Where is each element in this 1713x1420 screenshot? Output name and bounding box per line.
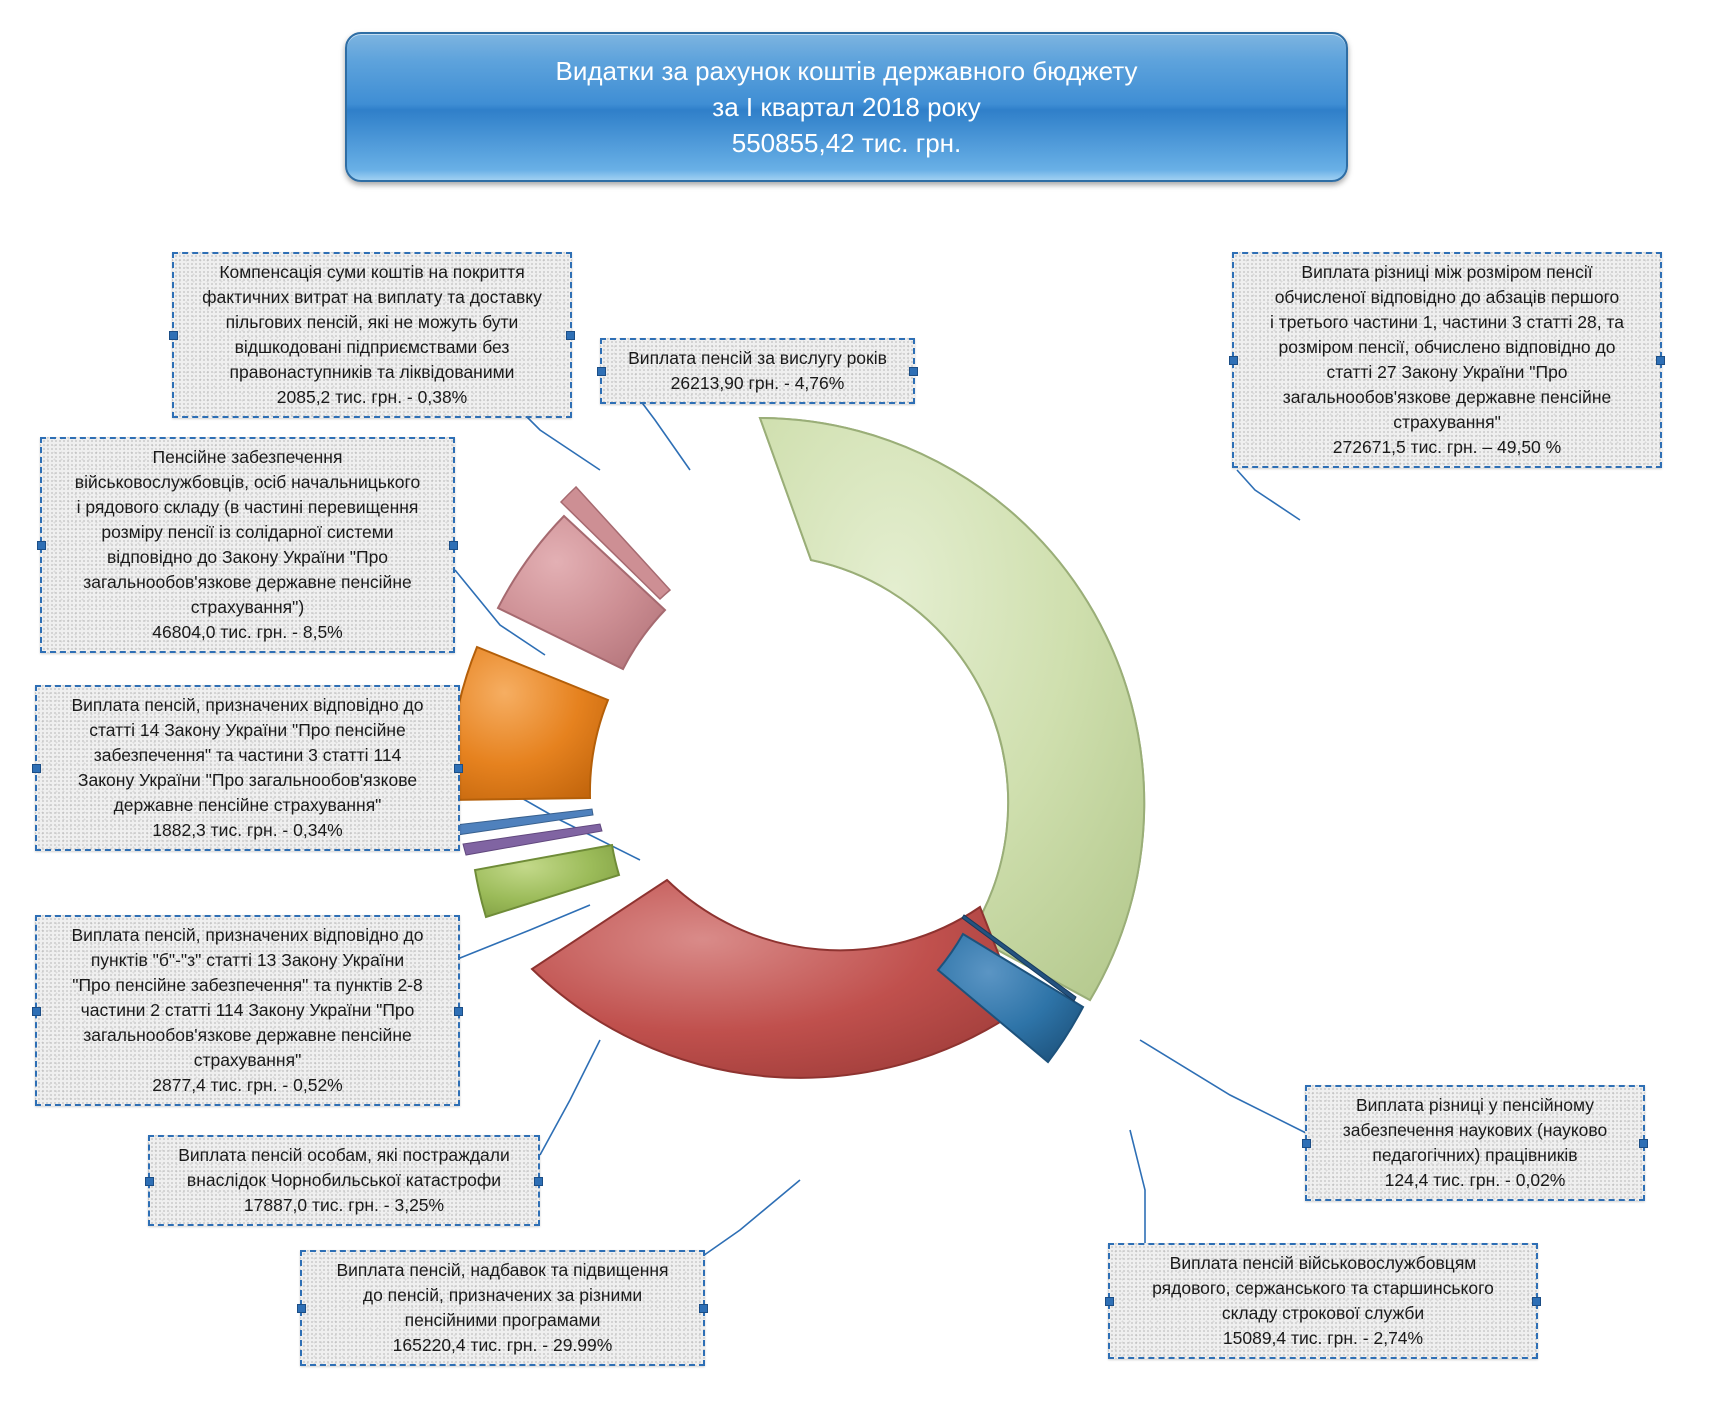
callout-line: пенсійними програмами — [404, 1310, 601, 1330]
callout-line: до пенсій, призначених за різними — [362, 1285, 643, 1305]
chart-title-line-2: за I квартал 2018 року — [712, 92, 981, 122]
callout-compensation — [172, 252, 572, 418]
pie-slice-compensation — [561, 487, 670, 599]
pie-slice-green-body — [760, 418, 1144, 1000]
callout-line: Виплата пенсій, призначених відповідно до — [71, 695, 424, 715]
callout-line: загальнообов'язкове державне пенсійне — [1282, 387, 1612, 407]
callout-value: 26213,90 грн. - 4,76% — [670, 373, 845, 393]
callout-line: і третього частини 1, частини 3 статті 28, та — [1270, 312, 1624, 332]
callout-line: правонаступників та ліквідованими — [229, 362, 515, 382]
callout-line: відповідно до Закону України "Про — [106, 547, 389, 567]
callout-line: державне пенсійне страхування" — [113, 795, 382, 815]
callout-line: внаслідок Чорнобильської катастрофи — [186, 1170, 502, 1190]
callout-line: і рядового складу (в частині перевищення — [76, 497, 419, 517]
pie-slice-strokova-sluzhba — [938, 934, 1083, 1062]
callout-naukovi — [1305, 1085, 1645, 1201]
callout-riznytsia-28-27 — [1232, 252, 1662, 468]
pie-slice-stattia-14 — [455, 809, 593, 835]
callout-line: статті 27 Закону України "Про — [1326, 362, 1568, 382]
pie-slice-chornobyl — [475, 845, 619, 917]
callout-line: розміру пенсії із солідарної системи — [101, 522, 394, 542]
callout-line: Пенсійне забезпечення — [152, 447, 343, 467]
callout-line: пільгових пенсій, які не можуть бути — [225, 312, 519, 332]
callout-line: Виплата пенсій, призначених відповідно до — [71, 925, 424, 945]
callout-value: 2085,2 тис. грн. - 0,38% — [276, 387, 468, 407]
pie-slice-viyskovosluzhbovtsi — [449, 647, 608, 800]
pie-slice-riznytsia-28-27 — [760, 418, 1144, 1000]
callout-line: статті 14 Закону України "Про пенсійне — [89, 720, 406, 740]
callout-line: загальнообов'язкове державне пенсійне — [83, 1025, 412, 1045]
callout-value: 15089,4 тис. грн. - 2,74% — [1222, 1328, 1424, 1348]
callout-line: педагогічних) працівників — [1372, 1145, 1578, 1165]
pie-slice-nadbavky — [532, 880, 1020, 1078]
callout-line: пунктів "б"-"з" статті 13 Закону України — [90, 950, 405, 970]
callout-line: Виплата пенсій за вислугу років — [628, 348, 887, 368]
callout-line: страхування") — [190, 597, 305, 617]
callout-line: рядового, сержанського та старшинського — [1152, 1278, 1494, 1298]
callout-punkty-b-z — [35, 915, 460, 1106]
callout-value: 17887,0 тис. грн. - 3,25% — [243, 1195, 445, 1215]
callout-value: 2877,4 тис. грн. - 0,52% — [152, 1075, 343, 1095]
pie-slice-punkty-b-z — [463, 824, 602, 855]
callout-value: 1882,3 тис. грн. - 0,34% — [152, 820, 343, 840]
chart-title-banner — [345, 32, 1348, 182]
callout-line: "Про пенсійне забезпечення" та пунктів 2-8 — [72, 975, 423, 995]
callout-chornobyl — [148, 1135, 540, 1226]
callout-line: частини 2 статті 114 Закону України "Про — [80, 1000, 415, 1020]
callout-line: загальнообов'язкове державне пенсійне — [83, 572, 412, 592]
callout-line: забезпечення" та частини 3 статті 114 — [93, 745, 402, 765]
callout-line: страхування" — [1393, 412, 1501, 432]
callout-line: Виплата пенсій військовослужбовцям — [1169, 1253, 1477, 1273]
callout-nadbavky — [300, 1250, 705, 1366]
callout-line: Компенсація суми коштів на покриття — [219, 262, 525, 282]
callout-line: складу строкової служби — [1221, 1303, 1425, 1323]
callout-line: розміром пенсії, обчислено відповідно до — [1278, 337, 1616, 357]
callout-line: страхування" — [193, 1050, 302, 1070]
callout-line: обчисленої відповідно до абзаців першого — [1274, 287, 1620, 307]
callout-line: відшкодовані підприємствами без — [234, 337, 510, 357]
callout-line: Виплата пенсій особам, які постраждали — [178, 1145, 510, 1165]
pie-slice-naukovi — [962, 915, 1076, 1001]
callout-line: фактичних витрат на виплату та доставку — [202, 287, 542, 307]
callout-value: 124,4 тис. грн. - 0,02% — [1384, 1170, 1566, 1190]
donut-hole — [767, 650, 977, 860]
callout-stattia-14 — [35, 685, 460, 851]
chart-title-line-1: Видатки за рахунок коштів державного бюджету — [555, 56, 1138, 86]
callout-line: Виплата різниці між розміром пенсії — [1301, 262, 1593, 282]
callout-vysluha — [600, 338, 915, 404]
callout-value: 46804,0 тис. грн. - 8,5% — [152, 622, 343, 642]
callout-value: 272671,5 тис. грн. – 49,50 % — [1332, 437, 1562, 457]
callout-viyskovosluzhbovtsi-perevyshchennia — [40, 437, 455, 653]
callout-line: Виплата різниці у пенсійному — [1355, 1095, 1595, 1115]
callout-line: військовослужбовців, осіб начальницького — [74, 472, 421, 492]
callout-line: Закону України "Про загальнообов'язкове — [77, 770, 418, 790]
chart-title-line-3: 550855,42 тис. грн. — [731, 128, 962, 158]
pie-slice-vysluha — [498, 516, 665, 669]
callout-value: 165220,4 тис. грн. - 29.99% — [392, 1335, 613, 1355]
callout-line: забезпечення наукових (науково — [1342, 1120, 1608, 1140]
callout-line: Виплата пенсій, надбавок та підвищення — [336, 1260, 669, 1280]
callout-strokova-sluzhba — [1108, 1243, 1538, 1359]
